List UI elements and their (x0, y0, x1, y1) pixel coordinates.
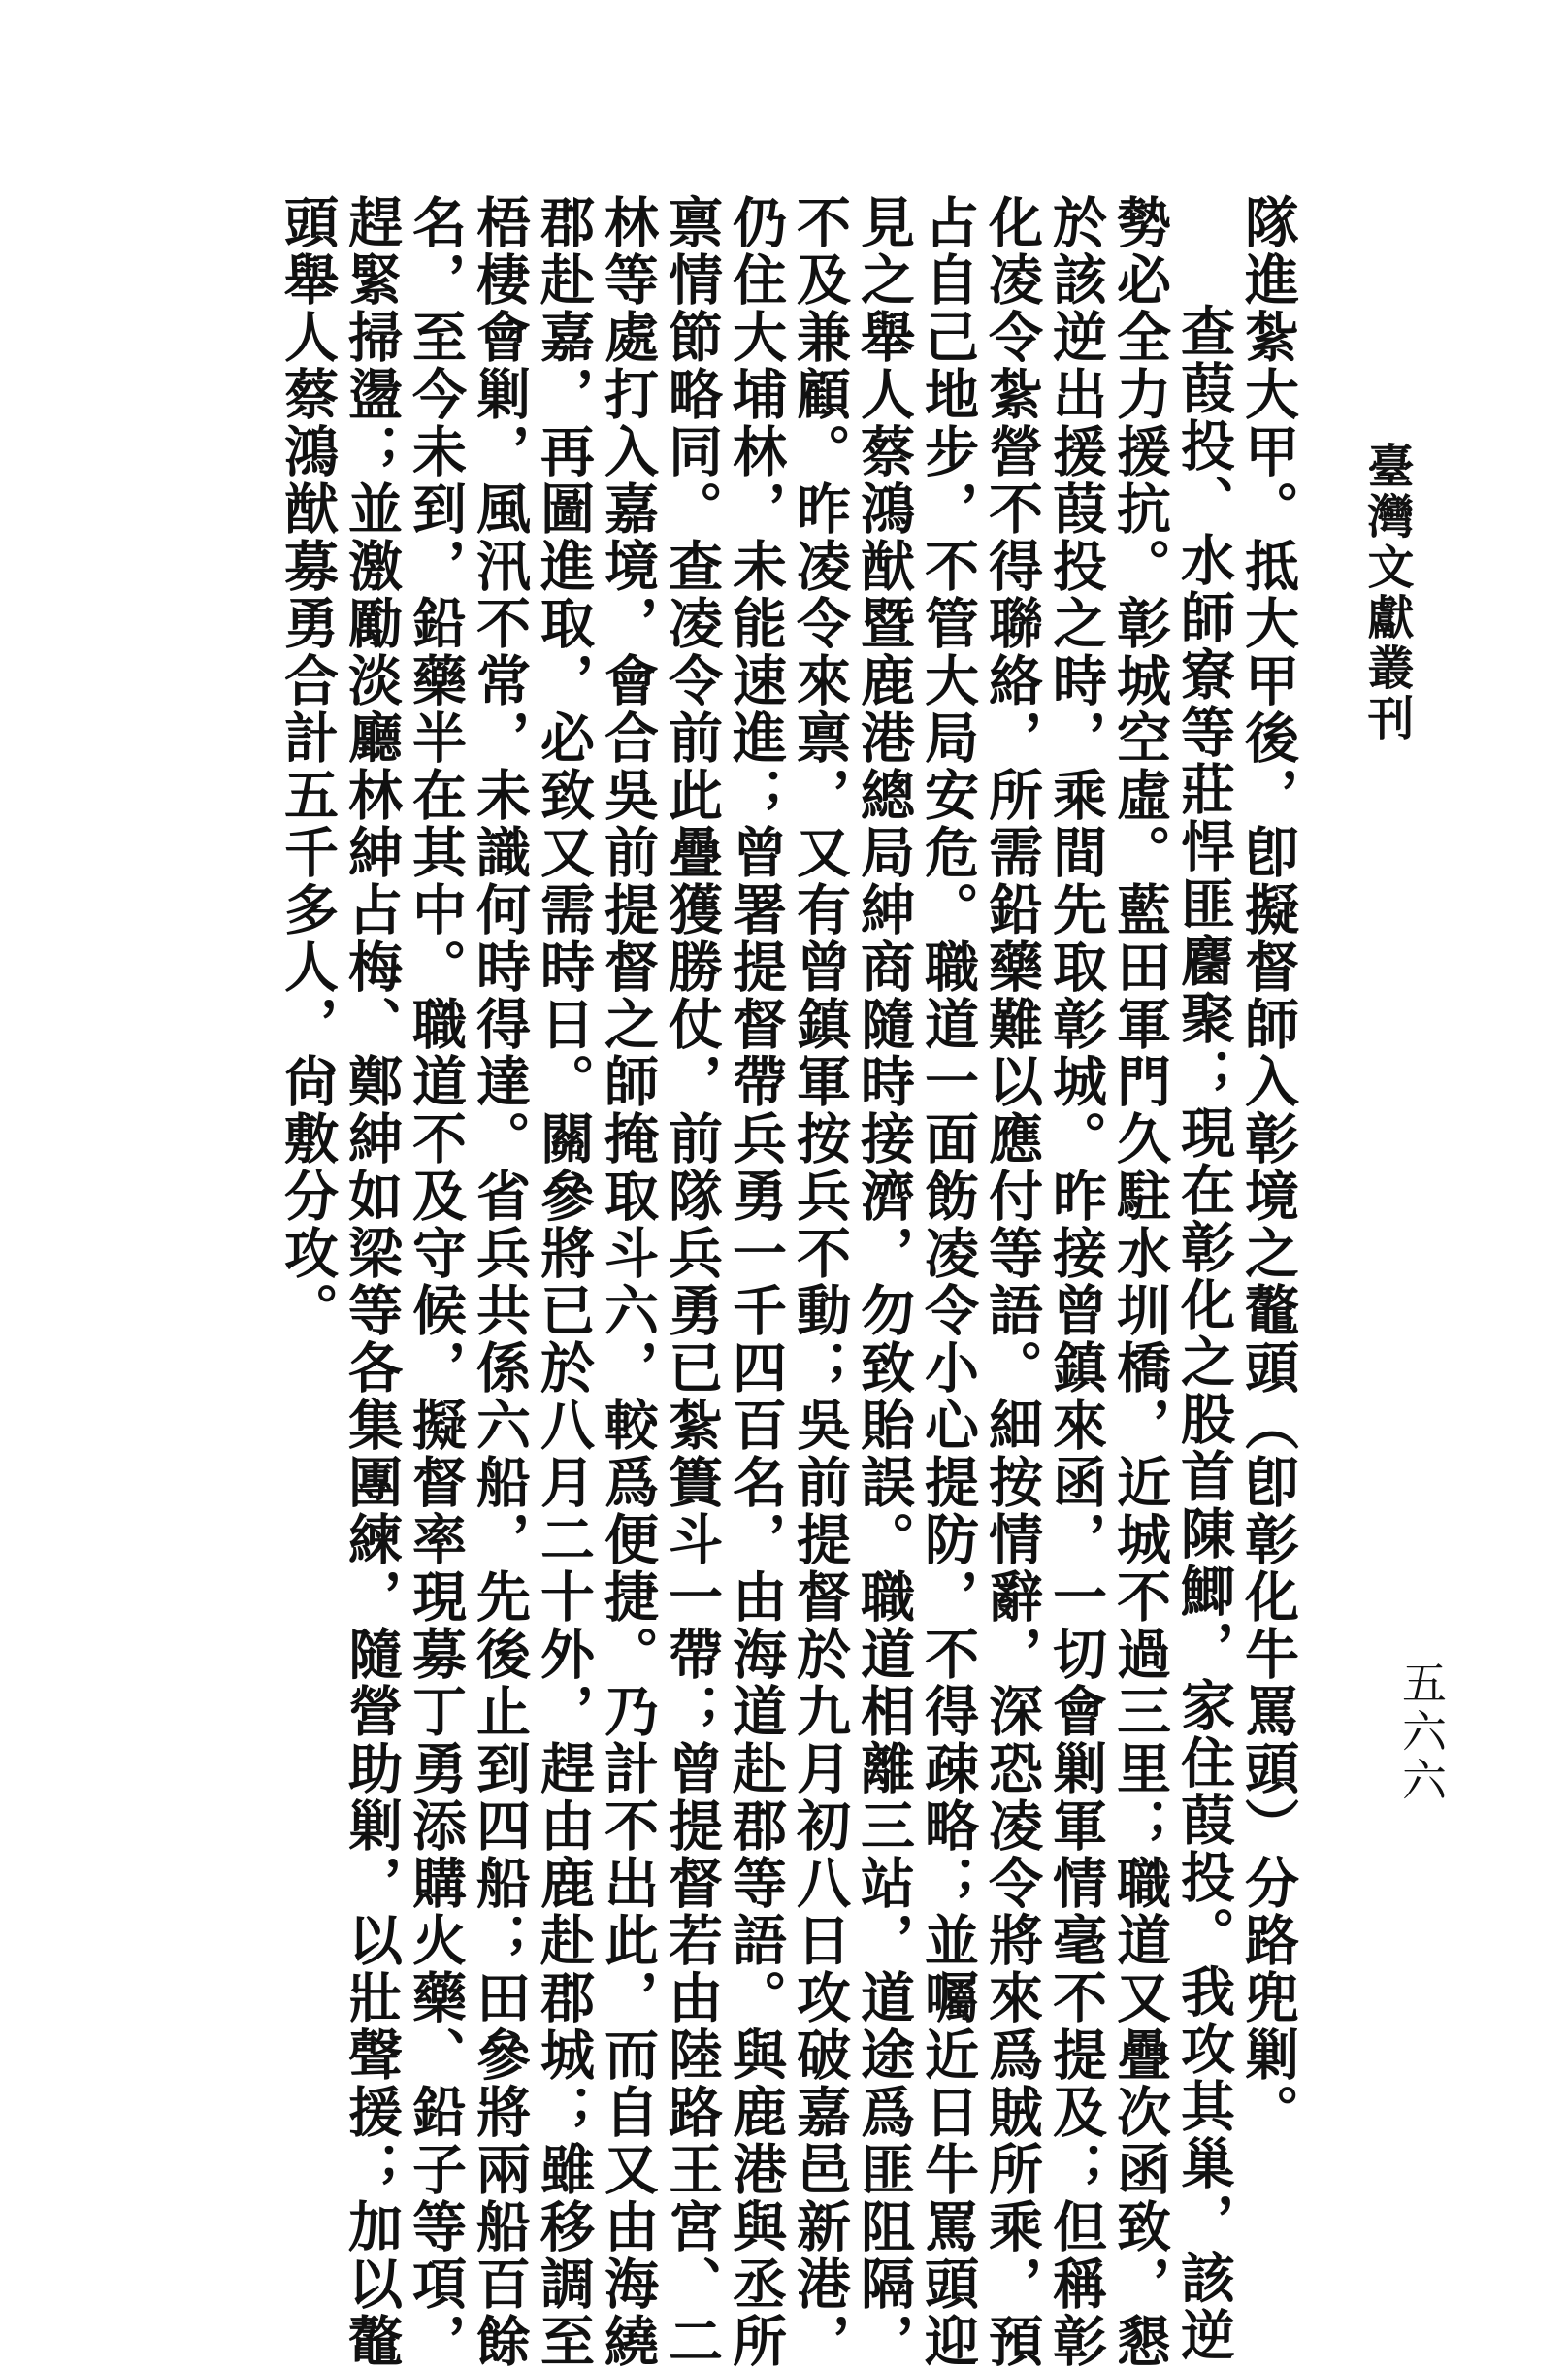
text-line: 郡赴嘉，再圖進取，必致又需時日。關參將已於八月二十外，趕由鹿赴郡城；雖移調至 (532, 194, 596, 2370)
body-text (136, 194, 1300, 2370)
text-line: 仍住大埔林，未能速進；曾署提督帶兵勇一千四百名，由海道赴郡等語。與鹿港與丞所 (724, 194, 788, 2370)
text-line: 占自己地步，不管大局安危。職道一面飭凌令小心提防，不得疎略；並囑近日牛罵頭迎 (916, 194, 980, 2370)
text-line: 隊進紮大甲。抵大甲後，卽擬督師入彰境之鼇頭（卽彰化牛罵頭）分路兜剿。 (1236, 194, 1300, 2141)
text-line: 查葭投、水師寮等莊悍匪麕聚；現在彰化之股首陳鯽，家住葭投。我攻其巢，該逆 (1172, 303, 1236, 2364)
text-line: 趕緊掃盪；並激勵淡廳林紳占梅、鄭紳如梁等各集團練，隨營助剿，以壯聲援；加以鼇 (340, 194, 404, 2370)
text-line: 勢必全力援抗。彰城空虛。藍田軍門久駐水圳橋，近城不過三里；職道又疊次函致，懇 (1108, 194, 1172, 2370)
text-line: 禀情節略同。查凌令前此疊獲勝仗，前隊兵勇已紮簣斗一帶；曾提督若由陸路王宮、二 (660, 194, 724, 2370)
page-number: 五六六 (1395, 1660, 1448, 1805)
text-line: 頭舉人蔡鴻猷募勇合計五千多人，尙敷分攻。 (276, 194, 340, 1339)
series-title: 臺灣文獻叢刊 (1359, 442, 1414, 744)
text-line: 梧棲會剿，風汛不常，未識何時得達。省兵共係六船，先後止到四船；田參將兩船百餘 (468, 194, 532, 2370)
text-line: 化凌令紮營不得聯絡，所需鉛藥難以應付等語。細按情辭，深恐凌令將來爲賊所乘，預 (980, 194, 1044, 2370)
text-line: 林等處打入嘉境，會合吳前提督之師掩取斗六，較爲便捷。乃計不出此，而自又由海繞 (596, 194, 660, 2370)
text-line: 於該逆出援葭投之時，乘間先取彰城。昨接曾鎮來函，一切會剿軍情毫不提及；但稱彰 (1044, 194, 1108, 2370)
text-line: 不及兼顧。昨凌令來禀，又有曾鎮軍按兵不動；吳前提督於九月初八日攻破嘉邑新港， (788, 194, 852, 2370)
text-line: 見之舉人蔡鴻猷暨鹿港總局紳商隨時接濟，勿致貽誤。職道相離三站，道途爲匪阻隔， (852, 194, 916, 2370)
text-line: 名，至今未到，鉛藥半在其中。職道不及守候，擬督率現募丁勇添購火藥、鉛子等項， (404, 194, 468, 2370)
